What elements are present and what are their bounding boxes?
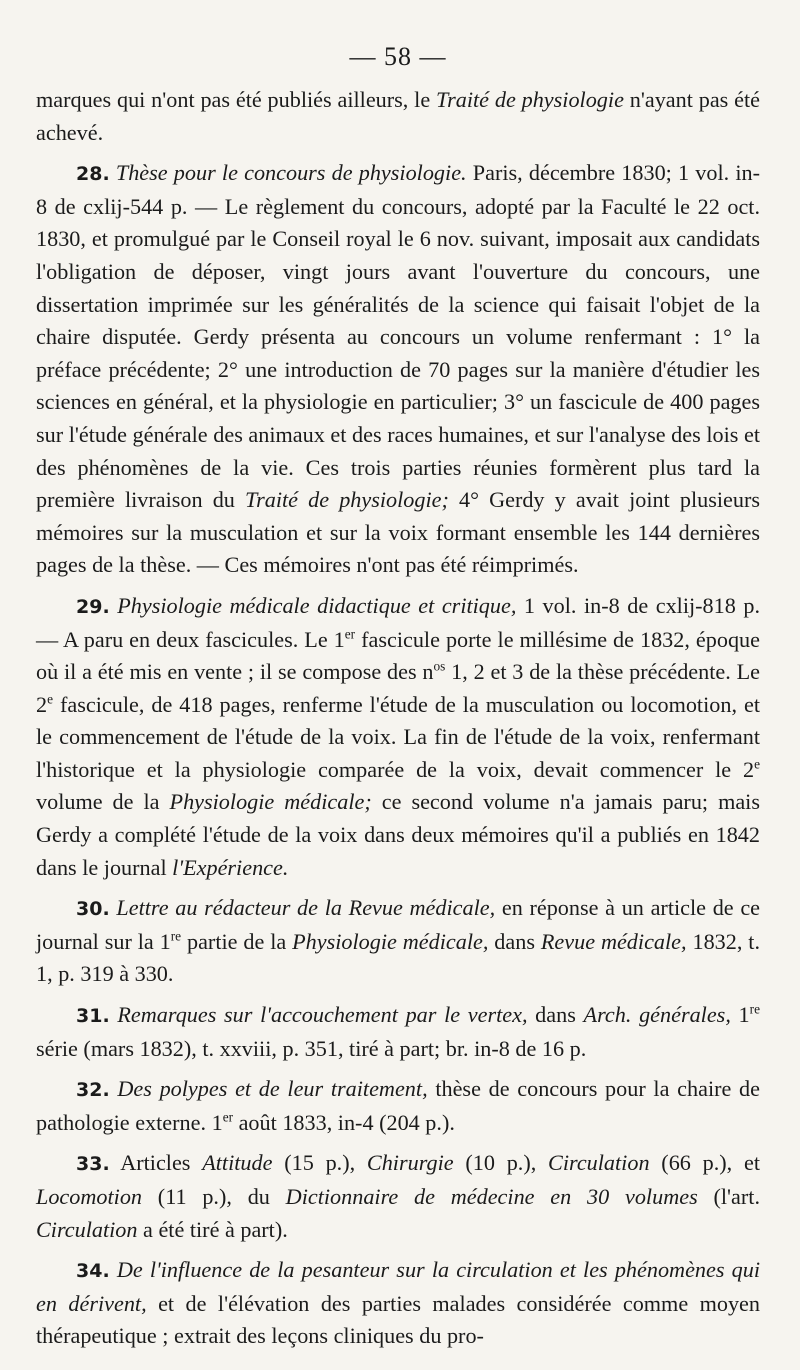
italic-title: Attitude [202, 1150, 273, 1176]
italic-title: Chirurgie [366, 1150, 454, 1176]
entry-text: 1 [730, 1002, 750, 1028]
entry-text: dans [527, 1002, 584, 1028]
entry-text: 4° Gerdy y avait joint plusieurs mémoires sur la musculation et sur la voix formant ensemble les 144 dernières pages de la thèse. — Ces mémoires n'ont pas été réimprimés. [36, 487, 760, 578]
entry-text: 1 vol. in-8 de cxlij-818 p. — A paru en deux fascicules. Le 1 [36, 592, 760, 652]
entry-title: Des polypes et de leur traitement, [117, 1076, 428, 1102]
entry-title: De l'influence de la pesanteur sur la circulation et les phénomènes qui en dérivent, [36, 1257, 760, 1316]
entry-text: (10 p.), [453, 1150, 549, 1176]
entry-text: volume de la [36, 789, 170, 815]
entry-text: fascicule, de 418 pages, renferme l'étude de la musculation ou locomotion, et le commencement de l'étude de la voix. La fin de l'étude de la voix, renfermant l'historique et la physiologie comparée de la voix, devait commencer le 2 [36, 691, 760, 782]
italic-title: Revue médicale, [540, 928, 687, 954]
entry-text: Articles [109, 1150, 203, 1176]
entry-title: Lettre au rédacteur de la Revue médicale, [116, 895, 496, 921]
entry-text: et de l'élévation des parties malades considérée comme moyen thérapeutique ; extrait des leçons cliniques du pro- [36, 1290, 760, 1349]
entry-number: 33. [76, 1153, 110, 1176]
entry-text: août 1833, in-4 (204 p.). [233, 1109, 455, 1135]
entry-29 [36, 590, 760, 884]
superscript: er [222, 1109, 234, 1125]
superscript: re [170, 928, 182, 944]
entry-text: 1832, t. 1, p. 319 à 330. [36, 928, 760, 987]
italic-title: Traité de physiologie [436, 87, 624, 112]
italic-title: l'Expérience. [172, 854, 289, 880]
entry-28 [36, 157, 760, 582]
entry-text: en réponse à un article de ce journal sur la 1 [36, 895, 761, 954]
entry-text: thèse de concours pour la chaire de pathologie externe. 1 [36, 1076, 760, 1135]
entry-title: Remarques sur l'accouchement par le vertex, [117, 1002, 528, 1028]
entry-text: ce second volume n'a jamais paru; mais Gerdy a complété l'étude de la voix dans deux mémoires qu'il a publiés en 1842 dans le journal [36, 789, 760, 880]
italic-title: Traité de physiologie; [245, 487, 449, 513]
entry-number: 31. [76, 1005, 110, 1028]
italic-title: Circulation [36, 1216, 138, 1242]
italic-title: Locomotion [36, 1184, 143, 1209]
italic-title: Physiologie médicale; [169, 789, 372, 815]
superscript: e [47, 691, 54, 707]
entry-text: 1, 2 et 3 de la thèse précédente. Le 2 [36, 659, 760, 717]
entry-text: série (mars 1832), t. xxviii, p. 351, tiré à part; br. in-8 de 16 p. [36, 1035, 587, 1061]
entry-30 [36, 892, 760, 991]
italic-title: Arch. générales, [583, 1002, 731, 1028]
entry-text: partie de la [181, 928, 293, 954]
continuation-paragraph [36, 84, 760, 149]
entry-text: a été tiré à part). [137, 1216, 288, 1242]
italic-title: Dictionnaire de médecine en 30 volumes [285, 1184, 698, 1209]
entry-31 [36, 999, 760, 1065]
text: n'ayant pas été achevé. [36, 87, 760, 145]
entry-title: Physiologie médicale didactique et critique, [117, 592, 517, 618]
entry-text: Paris, décembre 1830; 1 vol. in-8 de cxlij-544 p. — Le règlement du concours, adopté par la Faculté le 22 oct. 1830, et promulgué par le Conseil royal le 6 nov. suivant, imposait aux candidats l'obligation de déposer, vingt jours avant l'ouverture du concours, une dissertation imprimée sur les généralités de la science qui faisait l'objet de la chaire disputée. Gerdy présenta au concours un volume renfermant : 1° la préface précédente; 2° une introduction de 70 pages sur la manière d'étudier les sciences en général, et la physiologie en particulier; 3° un fascicule de 400 pages sur l'étude générale des animaux et des races humaines, et sur l'analyse des lois et des phénomènes de la vie. Ces trois parties réunies formèrent plus tard la première livraison du [36, 160, 761, 513]
entry-text: dans [488, 928, 541, 954]
entry-number: 32. [76, 1079, 110, 1102]
text: marques qui n'ont pas été publiés ailleurs, le [36, 87, 436, 112]
entry-33 [36, 1147, 760, 1246]
superscript: er [344, 626, 356, 642]
superscript: e [754, 756, 760, 772]
superscript: os [433, 658, 446, 674]
entry-text: (66 p.), et [649, 1150, 760, 1176]
superscript: re [749, 1001, 760, 1017]
entry-32 [36, 1073, 760, 1139]
entry-text: (11 p.), du [142, 1184, 286, 1209]
entry-text: fascicule porte le millésime de 1832, époque où il a été mis en vente ; il se compose des n [36, 626, 760, 685]
entry-34 [36, 1254, 760, 1353]
entry-title: Thèse pour le concours de physiologie. [115, 160, 467, 186]
entry-number: 28. [76, 163, 110, 186]
entry-number: 34. [76, 1260, 110, 1283]
entry-number: 29. [76, 595, 110, 618]
italic-title: Circulation [548, 1150, 650, 1176]
page-number: — 58 — [349, 42, 447, 71]
entry-text: (15 p.), [272, 1150, 367, 1176]
italic-title: Physiologie médicale, [292, 928, 489, 954]
entry-number: 30. [76, 898, 110, 921]
entry-text: (l'art. [697, 1184, 760, 1209]
